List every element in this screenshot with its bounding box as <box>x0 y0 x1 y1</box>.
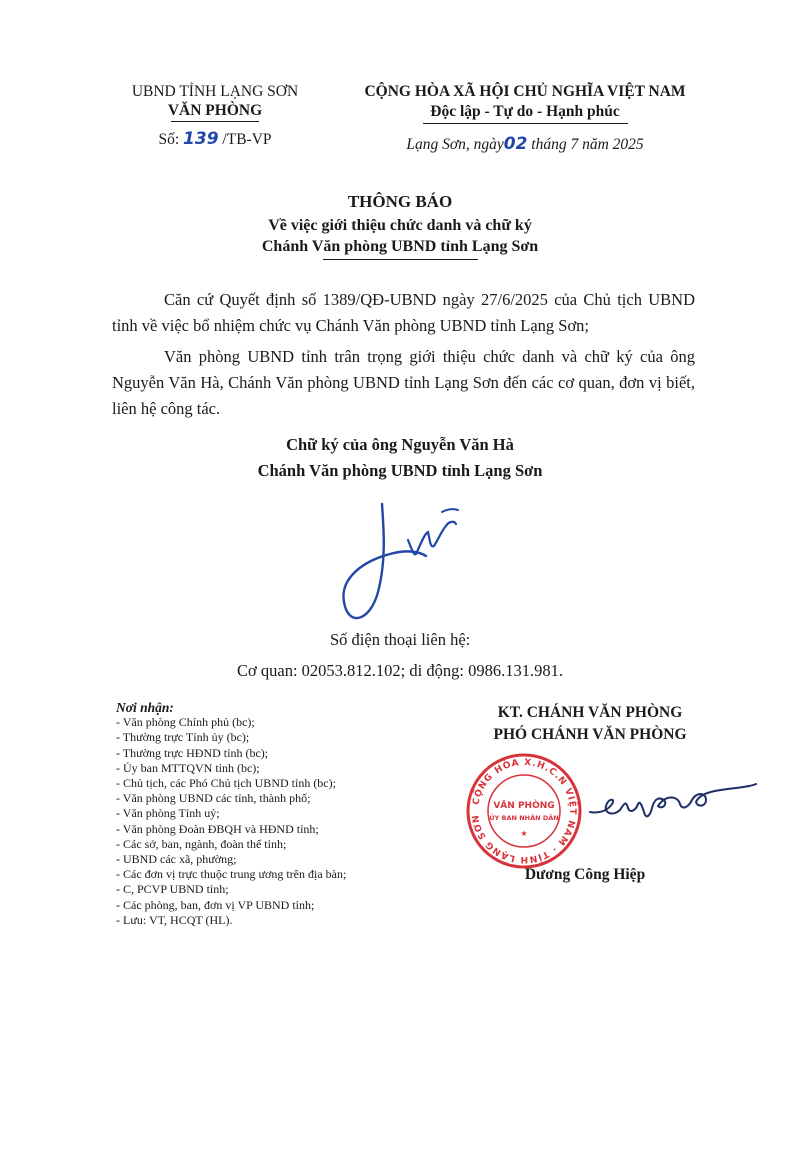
place-date <box>330 134 720 155</box>
signer-line-2: PHÓ CHÁNH VĂN PHÒNG <box>493 726 687 743</box>
number-prefix: Số: <box>158 131 180 148</box>
seal-center-line-1: VĂN PHÒNG <box>493 801 555 811</box>
number-suffix: /TB-VP <box>222 131 272 148</box>
seal-star-icon: ★ <box>520 829 528 838</box>
handwritten-number: 139 <box>183 129 219 149</box>
document-subject <box>0 215 800 260</box>
recipients-block <box>116 700 436 928</box>
recipient-item: - Văn phòng Tỉnh uỷ; <box>116 806 220 821</box>
national-motto: Độc lập - Tự do - Hạnh phúc <box>430 103 620 120</box>
handwritten-day: 02 <box>503 134 528 154</box>
signer-signature <box>588 770 758 830</box>
phone-numbers: Cơ quan: 02053.812.102; di động: 0986.131.981. <box>237 661 563 680</box>
national-header-block <box>330 82 720 155</box>
recipient-item: - Ủy ban MTTQVN tỉnh (bc); <box>116 760 260 775</box>
recipient-item: - Các phòng, ban, đơn vị VP UBND tỉnh; <box>116 897 315 912</box>
recipient-item: - Văn phòng UBND các tỉnh, thành phố; <box>116 791 311 806</box>
date-prefix: Lạng Sơn, ngày <box>406 136 504 153</box>
date-suffix: tháng 7 năm 2025 <box>531 136 644 153</box>
subject-underline <box>323 259 478 260</box>
document-type: THÔNG BÁO <box>347 192 453 211</box>
document-number <box>110 130 320 149</box>
phone-label: Số điện thoại liên hệ: <box>330 630 471 649</box>
body-paragraph-1: Căn cứ Quyết định số 1389/QĐ-UBND ngày 27/6/2025 của Chủ tịch UBND tỉnh về việc bổ nhiệm chức vụ Chánh Văn phòng UBND tỉnh Lạng Sơn; <box>112 290 695 335</box>
specimen-line-2: Chánh Văn phòng UBND tỉnh Lạng Sơn <box>257 461 543 480</box>
specimen-heading <box>0 432 800 484</box>
subject-line-1: Về việc giới thiệu chức danh và chữ ký <box>268 217 532 234</box>
official-seal <box>458 752 590 870</box>
recipient-item: - Các đơn vị trực thuộc trung ương trên địa bàn; <box>116 867 347 882</box>
recipient-item: - Văn phòng Đoàn ĐBQH và HĐND tỉnh; <box>116 821 319 836</box>
recipient-item: - Thường trực HĐND tỉnh (bc); <box>116 745 269 760</box>
signer-block <box>440 702 740 746</box>
specimen-line-1: Chữ ký của ông Nguyễn Văn Hà <box>286 435 514 454</box>
nation-name: CỘNG HÒA XÃ HỘI CHỦ NGHĨA VIỆT NAM <box>364 83 686 100</box>
body-paragraph-2: Văn phòng UBND tỉnh trân trọng giới thiệu chức danh và chữ ký của ông Nguyễn Văn Hà, Chánh Văn phòng UBND tỉnh Lạng Sơn đến các cơ quan, đơn vị biết, liên hệ công tác. <box>112 347 695 418</box>
recipient-item: - UBND các xã, phường; <box>116 852 237 867</box>
motto-underline <box>423 123 628 124</box>
recipient-item: - Lưu: VT, HCQT (HL). <box>116 912 233 927</box>
seal-center-line-2: ỦY BAN NHÂN DÂN <box>489 814 559 822</box>
issuing-agency-block <box>110 82 320 149</box>
recipient-item: - Chủ tịch, các Phó Chủ tịch UBND tỉnh (bc); <box>116 776 336 791</box>
recipient-item: - Các sở, ban, ngành, đoàn thể tỉnh; <box>116 836 287 851</box>
office-underline <box>171 121 259 122</box>
recipient-item: - Thường trực Tỉnh ủy (bc); <box>116 730 250 745</box>
agency-name: UBND TỈNH LẠNG SƠN <box>131 83 299 100</box>
signer-line-1: KT. CHÁNH VĂN PHÒNG <box>497 704 683 721</box>
recipient-item: - C, PCVP UBND tỉnh; <box>116 882 229 897</box>
signer-name: Dương Công Hiệp <box>524 866 646 883</box>
recipients-title: Nơi nhận: <box>116 700 174 715</box>
seal-ring-text: CỘNG HÒA X.H.C.N VIỆT NAM · TỈNH LẠNG SƠN <box>470 757 578 865</box>
recipient-item: - Văn phòng Chính phủ (bc); <box>116 715 255 730</box>
office-name: VĂN PHÒNG <box>167 102 263 119</box>
subject-line-2: Chánh Văn phòng UBND tỉnh Lạng Sơn <box>261 238 539 255</box>
specimen-signature <box>330 492 490 632</box>
